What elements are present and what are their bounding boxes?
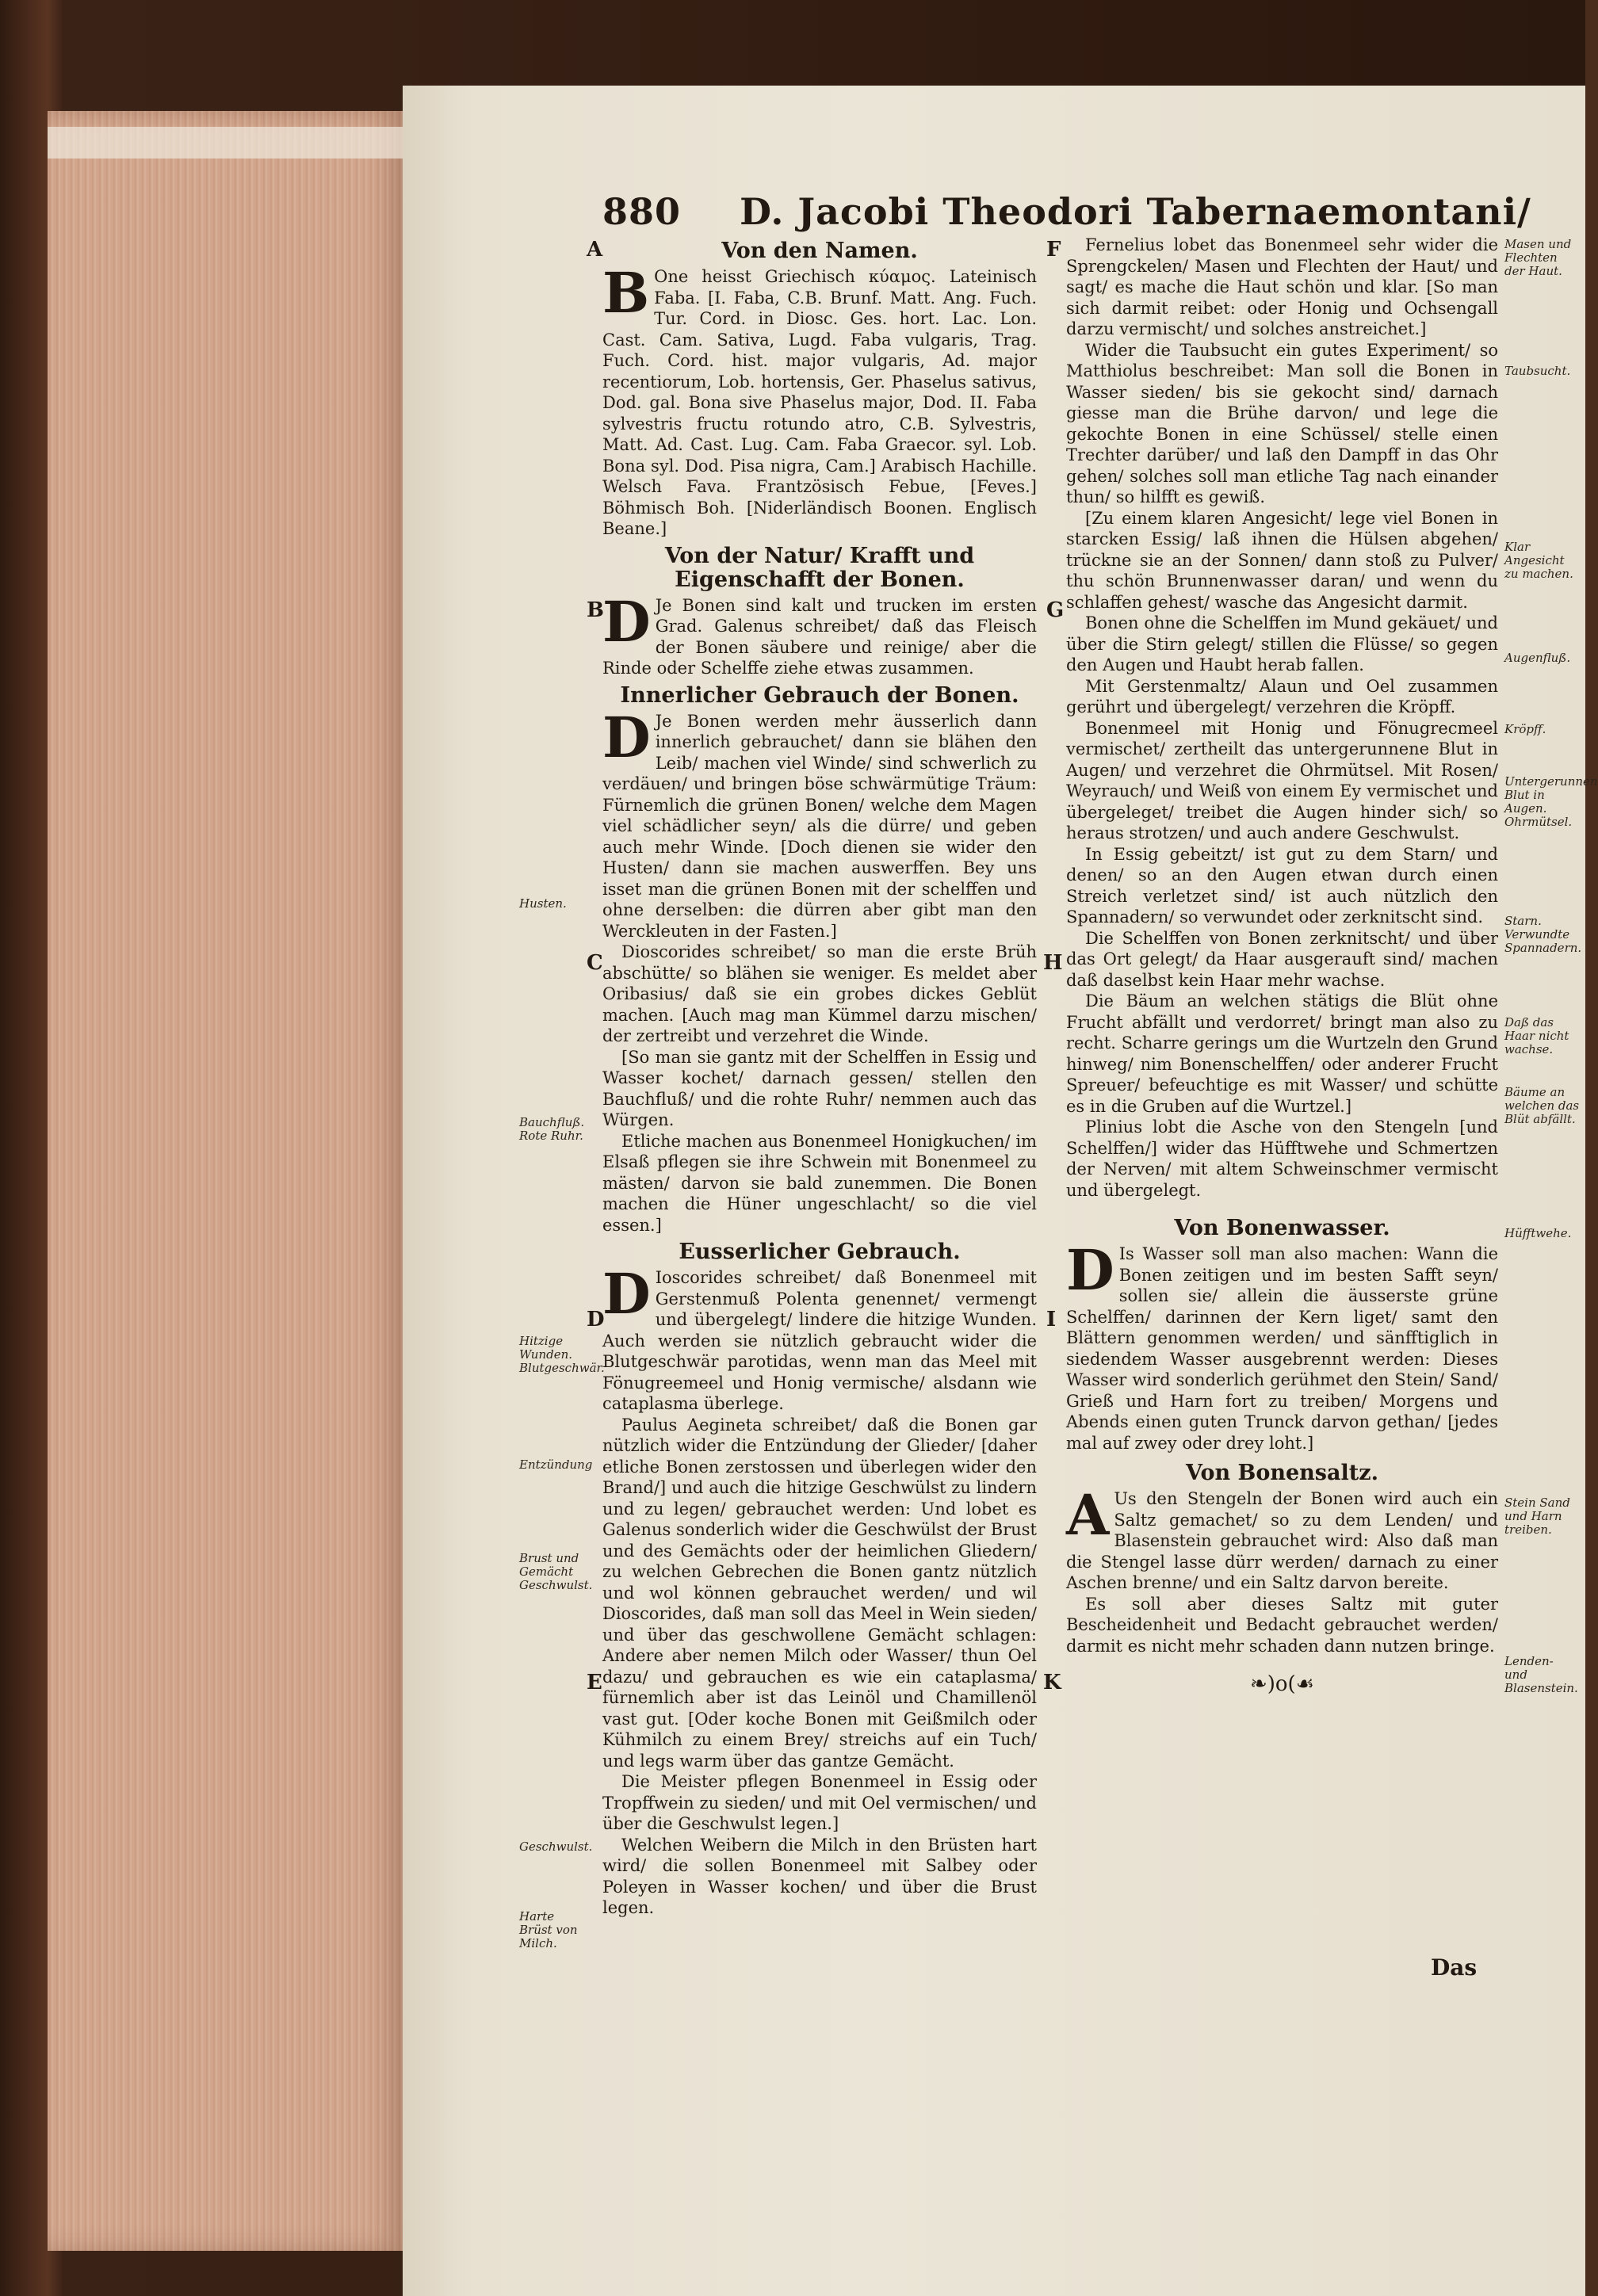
external-use-heading: Eusserlicher Gebrauch. (679, 1240, 961, 1264)
right-paragraph-10: Plinius lobt die Asche von den Stengeln [und Schelffen/] wider das Hüfftwehe und Schmertzen der Nerven/ mit altem Schweinschmer vermischt und übergelegt. (1066, 1117, 1498, 1200)
margin-note-lenden: Lenden- und Blasenstein. (1504, 1654, 1578, 1695)
right-paragraph-7: In Essig gebeitzt/ ist gut zu dem Starn/ und denen/ so an den Augen etwan durch einen Streich verletzet sind/ ist auch nützlich den Spannadern/ so verwundet oder zerknitscht sind. (1066, 844, 1498, 926)
section-letter-h: H (1043, 951, 1063, 975)
water-paragraph: D Is Wasser soll man also machen: Wann die Bonen zeitigen und im besten Safft seyn/ sollen sie/ allein die äusserste grüne Schelffen/ darinnen der Kern liget/ samt den Blättern genommen werden/ und sänfftiglich in siedendem Wasser ausgebrennt werden: Dieses Wasser wird sonderlich gerühmet den Stein/ Sand/ Grieß und Harn fort zu treiben/ Morgens und Abends einen guten Trunck darvon gethan/ [jedes mal auf zwey oder drey loht.] (1066, 1237, 1498, 1453)
margin-note-geschwulst: Geschwulst. (519, 1839, 593, 1854)
salt-heading: Von Bonensaltz. (1186, 1461, 1378, 1485)
section-letter-b: B (587, 598, 604, 622)
margin-note-augenfluss: Augenfluß. (1504, 651, 1571, 665)
internal-paragraph-4: Etliche machen aus Bonenmeel Honigkuchen/ im Elsaß pflegen sie ihre Schwein mit Bonenmeel zu mästen/ darvon sie bald zunemmen. Die Bonen machen die Hüner ungeschlacht/ so die viel essen.] (602, 1131, 1037, 1235)
margin-note-masen: Masen und Flechten der Haut. (1504, 237, 1572, 278)
margin-note-stein: Stein Sand und Harn treiben. (1504, 1496, 1570, 1537)
left-column (602, 235, 1037, 1919)
right-paragraph-3: [Zu einem klaren Angesicht/ lege viel Bonen in starcken Essig/ laß ihnen die Hülsen abgehen/ trückne sie an der Sonnen/ dann stoß zu Pulver/ thu schön Brunnenwasser daran/ und wenn du schlaffen gehest/ wasche das Angesicht darmit. (1066, 508, 1498, 612)
margin-note-kroepff: Kröpff. (1504, 722, 1546, 736)
external-paragraph-3: Die Meister pflegen Bonenmeel in Essig oder Tropffwein zu sieden/ und mit Oel vermischen/ und über die Geschwulst legen.] (602, 1772, 1037, 1833)
drop-cap: B (602, 260, 650, 326)
internal-use-heading: Innerlicher Gebrauch der Bonen. (620, 682, 1019, 708)
salt-paragraph-2: Es soll aber dieses Saltz mit guter Bescheidenheit und Bedacht gebrauchet werden/ darmit es nicht mehr schaden dann nutzen bringe. (1066, 1594, 1498, 1656)
section-letter-f: F (1046, 238, 1061, 262)
internal-paragraph-3: [So man sie gantz mit der Schelffen in Essig und Wasser kochet/ darnach gessen/ stellen den Bauchfluß/ und die rohte Ruhr/ nemmen auch das Würgen. (602, 1047, 1037, 1129)
right-column (1066, 235, 1498, 1695)
nature-heading: Von der Natur/ Krafft und Eigenschafft der Bonen. (664, 543, 975, 592)
names-heading: Von den Namen. (721, 239, 918, 263)
right-paragraph-4: Bonen ohne die Schelffen im Mund gekäuet/ und über die Stirn gelegt/ stillen die Flüsse/ so gegen den Augen und Haubt herab fallen. (1066, 613, 1498, 674)
drop-cap: D (1066, 1237, 1114, 1303)
catchword: Das (1431, 1954, 1478, 1981)
page-edges (48, 111, 404, 2251)
right-paragraph-5: Mit Gerstenmaltz/ Alaun und Oel zusammen gerührt und übergelegt/ verzehren die Kröpff. (1066, 676, 1498, 716)
drop-cap: D (602, 704, 651, 770)
right-paragraph-6: Bonenmeel mit Honig und Fönugrecmeel vermischet/ zertheilt das untergerunnene Blut in Augen/ und verzehret die Ohrmütsel. Mit Rosen/ Weyrauch/ und Weiß von einem Ey vermischet und übergeleget/ treibet die Augen hinder sich/ so heraus strotzen/ und auch andere Geschwulst. (1066, 718, 1498, 842)
end-ornament: ❧)o(☙ (1249, 1672, 1315, 1696)
margin-note-brust: Brust und Gemächt Geschwulst. (519, 1551, 593, 1592)
margin-note-hueftweh: Hüfftwehe. (1504, 1226, 1572, 1240)
margin-note-taubsucht: Taubsucht. (1504, 364, 1571, 378)
running-head (602, 190, 1531, 233)
internal-paragraph-2: Dioscorides schreibet/ so man die erste Brüh abschütte/ so blähen sie weniger. Es meldet aber Oribasius/ daß sie ein grobes dickes Geblüt machen. [Auch mag man Kümmel darzu mischen/ der zertreibt und verzehret die Winde. (602, 942, 1037, 1045)
drop-cap: A (1066, 1482, 1110, 1548)
right-paragraph-9: Die Bäum an welchen stätigs die Blüt ohne Frucht abfällt und verdorret/ bringt man also zu recht. Scharre gerings um die Wurtzeln den Grund hinweg/ nim Bonenschelffen/ oder anderer Frucht Spreuer/ befeuchtige es mit Wasser/ und schütte es in die Gruben auf die Wurtzel.] (1066, 991, 1498, 1116)
right-paragraph-8: Die Schelffen von Bonen zerknitscht/ und über das Ort gelegt/ da Haar ausgerauft sind/ machen daß daselbst kein Haar mehr wachse. (1066, 928, 1498, 990)
margin-note-klar: Klar Angesicht zu machen. (1504, 540, 1573, 581)
section-letter-k: K (1043, 1671, 1061, 1694)
section-letter-a: A (587, 238, 603, 262)
margin-note-husten: Husten. (519, 896, 567, 911)
section-letter-e: E (587, 1671, 602, 1694)
margin-note-haar: Daß das Haar nicht wachse. (1504, 1015, 1569, 1056)
drop-cap: D (602, 588, 651, 655)
margin-note-harte: Harte Brüst von Milch. (519, 1909, 578, 1950)
names-paragraph: B One heisst Griechisch κύαμος. Lateinisch Faba. [I. Faba, C.B. Brunf. Matt. Ang. Fuch. Tur. Cord. in Diosc. Ges. hort. Lac. Lon. Cast. Cam. Sativa, Lugd. Faba vulgaris, Trag. Fuch. Cord. hist. major vulgaris, Ad. major recentiorum, Lob. hortensis, Ger. Phaselus sativus, Dod. gal. Bona sive Phaselus major, Dod. II. Faba sylvestris fructu rotundo atro, C.B. Sylvestris, Matt. Ad. Cast. Lug. Cam. Faba Graecor. syl. Lob. Bona syl. Dod. Pisa nigra, Cam.] Arabisch Hachille. Welsch Fava. Frantzösisch Febue, [Feves.] Böhmisch Boh. [Niderländisch Boonen. Englisch Beane.] (602, 260, 1037, 538)
margin-note-hitzige: Hitzige Wunden. Blutgeschwär. (519, 1334, 605, 1375)
margin-note-starn: Starn. Verwundte Spannadern. (1504, 914, 1582, 955)
margin-note-bauchfluss: Bauchfluß. Rote Ruhr. (519, 1115, 585, 1143)
section-letter-g: G (1046, 598, 1065, 622)
section-letter-d: D (587, 1308, 605, 1331)
page-title: D. Jacobi Theodori Tabernaemontani/ (740, 190, 1531, 233)
internal-paragraph-1: D Je Bonen werden mehr äusserlich dann innerlich gebrauchet/ dann sie blähen den Leib/ machen viel Winde/ sind schwerlich zu verdäuen/ und bringen böse schwärmütige Träum: Fürnemlich die grünen Bonen/ welche dem Magen viel schädlicher seyn/ als die dürre/ und geben auch mehr Winde. [Doch dienen sie wider den Husten/ dann sie machen auswerffen. Bey uns isset man die grünen Bonen mit der schelffen und ohne derselben: die dürren aber gibt man den Werckleuten in der Fasten.] (602, 704, 1037, 941)
drop-cap: D (602, 1261, 651, 1327)
right-paragraph-2: Wider die Taubsucht ein gutes Experiment/ so Matthiolus beschreibet: Man soll die Bonen in Wasser sieden/ bis sie gekocht sind/ darnach giesse man die Brühe darvon/ und lege die gekochte Bonen in eine Schüssel/ stelle einen Trechter darüber/ und laß den Dampff in das Ohr gehen/ solches soll man etliche Tag nach einander thun/ so hilfft es gewiß. (1066, 340, 1498, 506)
page-number: 880 (602, 190, 682, 233)
section-letter-c: C (587, 951, 603, 975)
nature-paragraph: D Je Bonen sind kalt und trucken im ersten Grad. Galenus schreibet/ daß das Fleisch der Bonen säubere und reinige/ aber die Rinde oder Schelffe ziehe etwas zusammen. (602, 588, 1037, 678)
margin-note-blut: Untergerunnen Blut in Augen. Ohrmütsel. (1504, 774, 1598, 829)
salt-paragraph-1: A Us den Stengeln der Bonen wird auch ein Saltz gemachet/ so zu dem Lenden/ und Blasenstein gebrauchet wird: Also daß man die Stengel lasse dürr werden/ darnach zu einer Aschen brenne/ und ein Saltz darvon bereite. (1066, 1482, 1498, 1592)
margin-note-entzuendung: Entzündung (519, 1457, 593, 1472)
external-paragraph-2: Paulus Aegineta schreibet/ daß die Bonen gar nützlich wider die Entzündung der Glieder/ [daher etliche Bonen zerstossen und überlegen wider den Brand/] und auch die hitzige Geschwülst zu lindern und zu legen/ gebrauchet werden: Und lobet es Galenus sonderlich wider die Geschwülst der Brust und des Gemächts oder der heimlichen Gliedern/ zu welchen Gebrechen die Bonen gantz nützlich und wol können gebrauchet werden/ und wil Dioscorides, daß man soll das Meel in Wein sieden/ und über das geschwollene Gemächt schlagen: Andere aber nemen Milch oder Wasser/ thun Oel dazu/ und gebrauchen es wie ein cataplasma/ fürnemlich aber ist das Leinöl und Chamillenöl vast gut. [Oder koche Bonen mit Geißmilch oder Kühmilch zu einem Brey/ streichs auf ein Tuch/ und legs warm über das gantze Gemächt. (602, 1415, 1037, 1771)
margin-note-baeume: Bäume an welchen das Blüt abfällt. (1504, 1085, 1580, 1126)
water-heading: Von Bonenwasser. (1174, 1216, 1390, 1240)
page-edges-top (48, 127, 404, 159)
external-paragraph-4: Welchen Weibern die Milch in den Brüsten hart wird/ die sollen Bonenmeel mit Salbey oder Poleyen in Wasser kochen/ und über die Brust legen. (602, 1835, 1037, 1917)
section-letter-i: I (1046, 1308, 1057, 1331)
external-paragraph-1: D Ioscorides schreibet/ daß Bonenmeel mit Gerstenmuß Polenta genennet/ vermengt und übergelegt/ lindere die hitzige Wunden. Auch werden sie nützlich gebraucht wider die Blutgeschwär parotidas, wenn man das Meel mit Fönugreemeel und Honig vermische/ alsdann wie cataplasma überlege. (602, 1261, 1037, 1413)
right-paragraph-1: Fernelius lobet das Bonenmeel sehr wider die Sprengckelen/ Masen und Flechten der Haut/ und sagt/ es mache die Haut schön und klar. [So man sich darmit reibet: oder Honig und Ochsengall darzu vermischt/ und solches anstreichet.] (1066, 235, 1498, 338)
